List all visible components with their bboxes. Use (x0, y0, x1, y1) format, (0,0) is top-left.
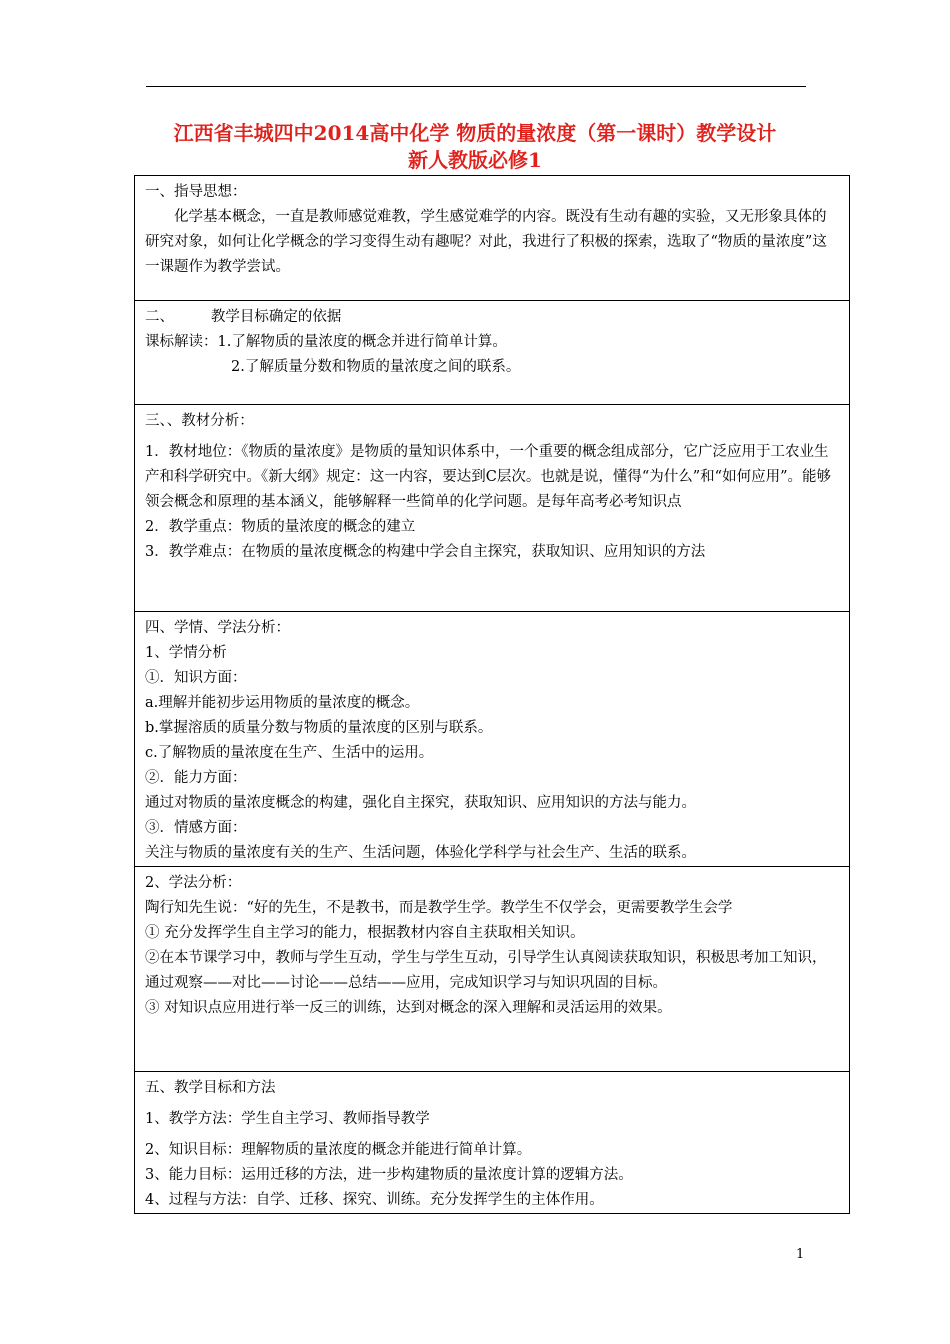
paragraph: 化学基本概念，一直是教师感觉难教，学生感觉难学的内容。既没有生动有趣的实验，又无形象具体的研究对象，如何让化学概念的学习变得生动有趣呢？对此，我进行了积极的探索，选取了“物质的量浓度”这一课题作为教学尝试。 (145, 209, 827, 275)
title-line-1: 江西省丰城四中2014高中化学 物质的量浓度（第一课时）教学设计 (173, 121, 777, 145)
title-line-2: 新人教版必修1 (408, 148, 542, 172)
section-heading: 二、 教学目标确定的依据 (145, 309, 342, 325)
section-heading: 五、教学目标和方法 (145, 1080, 276, 1096)
section-heading: 四、学情、学法分析： (145, 620, 290, 636)
section-heading: 一、指导思想： (145, 184, 247, 200)
list-item: 3、能力目标：运用迁移的方法，进一步构建物质的量浓度计算的逻辑方法。 (145, 1167, 633, 1183)
section-learning-method (135, 867, 850, 1072)
list-item: b.掌握溶质的质量分数与物质的量浓度的区别与联系。 (145, 720, 493, 736)
list-item: 4、过程与方法：自学、迁移、探究、训练。充分发挥学生的主体作用。 (145, 1192, 604, 1208)
paragraph: 通过对物质的量浓度概念的构建，强化自主探究，获取知识、应用知识的方法与能力。 (145, 795, 696, 811)
list-item: 3．教学难点：在物质的量浓度概念的构建中学会自主探究，获取知识、应用知识的方法 (145, 544, 706, 560)
subheading: ②．能力方面： (145, 770, 247, 786)
section-objective-basis (135, 301, 850, 405)
list-item: 1、教学方法：学生自主学习、教师指导教学 (145, 1111, 430, 1127)
section-guiding-thought (135, 176, 850, 301)
standard-line-1: 课标解读：1.了解物质的量浓度的概念并进行简单计算。 (145, 334, 507, 350)
section-learner-analysis (135, 612, 850, 867)
lesson-plan-table (134, 175, 850, 1214)
section-heading: 三、、教材分析： (145, 413, 254, 429)
list-item: a.理解并能初步运用物质的量浓度的概念。 (145, 695, 420, 711)
quote: 陶行知先生说：“好的先生，不是教书，而是教学生学。教学生不仅学会，更需要教学生会学 (145, 900, 733, 916)
list-item: 2．教学重点：物质的量浓度的概念的建立 (145, 519, 416, 535)
standard-line-2: 2.了解质量分数和物质的量浓度之间的联系。 (231, 359, 521, 375)
subheading: ①．知识方面： (145, 670, 247, 686)
list-item: c.了解物质的量浓度在生产、生活中的运用。 (145, 745, 434, 761)
list-item: ②在本节课学习中，教师与学生互动，学生与学生互动，引导学生认真阅读获取知识，积极思考加工知识，通过观察——对比——讨论——总结——应用，完成知识学习与知识巩固的目标。 (145, 950, 827, 991)
list-item: 2、知识目标：理解物质的量浓度的概念并能进行简单计算。 (145, 1142, 532, 1158)
paragraph: 关注与物质的量浓度有关的生产、生活问题，体验化学科学与社会生产、生活的联系。 (145, 845, 696, 861)
section-textbook-analysis (135, 405, 850, 612)
list-item: 1．教材地位：《物质的量浓度》是物质的量知识体系中，一个重要的概念组成部分，它广泛应用于工农业生产和科学研究中。《新大纲》规定：这一内容，要达到C层次。也就是说，懂得“为什么”和“如何应用”。能够领会概念和原理的基本涵义，能够解释一些简单的化学问题。是每年高考必考知识点 (145, 444, 831, 510)
list-item: ① 充分发挥学生自主学习的能力，根据教材内容自主获取相关知识。 (145, 925, 585, 941)
subheading: ③．情感方面： (145, 820, 247, 836)
page-number: 1 (796, 1247, 805, 1262)
list-item: ③ 对知识点应用进行举一反三的训练，达到对概念的深入理解和灵活运用的效果。 (145, 1000, 672, 1016)
header-rule (146, 86, 806, 87)
section-heading: 2、学法分析： (145, 875, 242, 891)
section-objectives-methods (135, 1072, 850, 1214)
subheading: 1、学情分析 (145, 645, 227, 661)
document-title (100, 120, 850, 174)
